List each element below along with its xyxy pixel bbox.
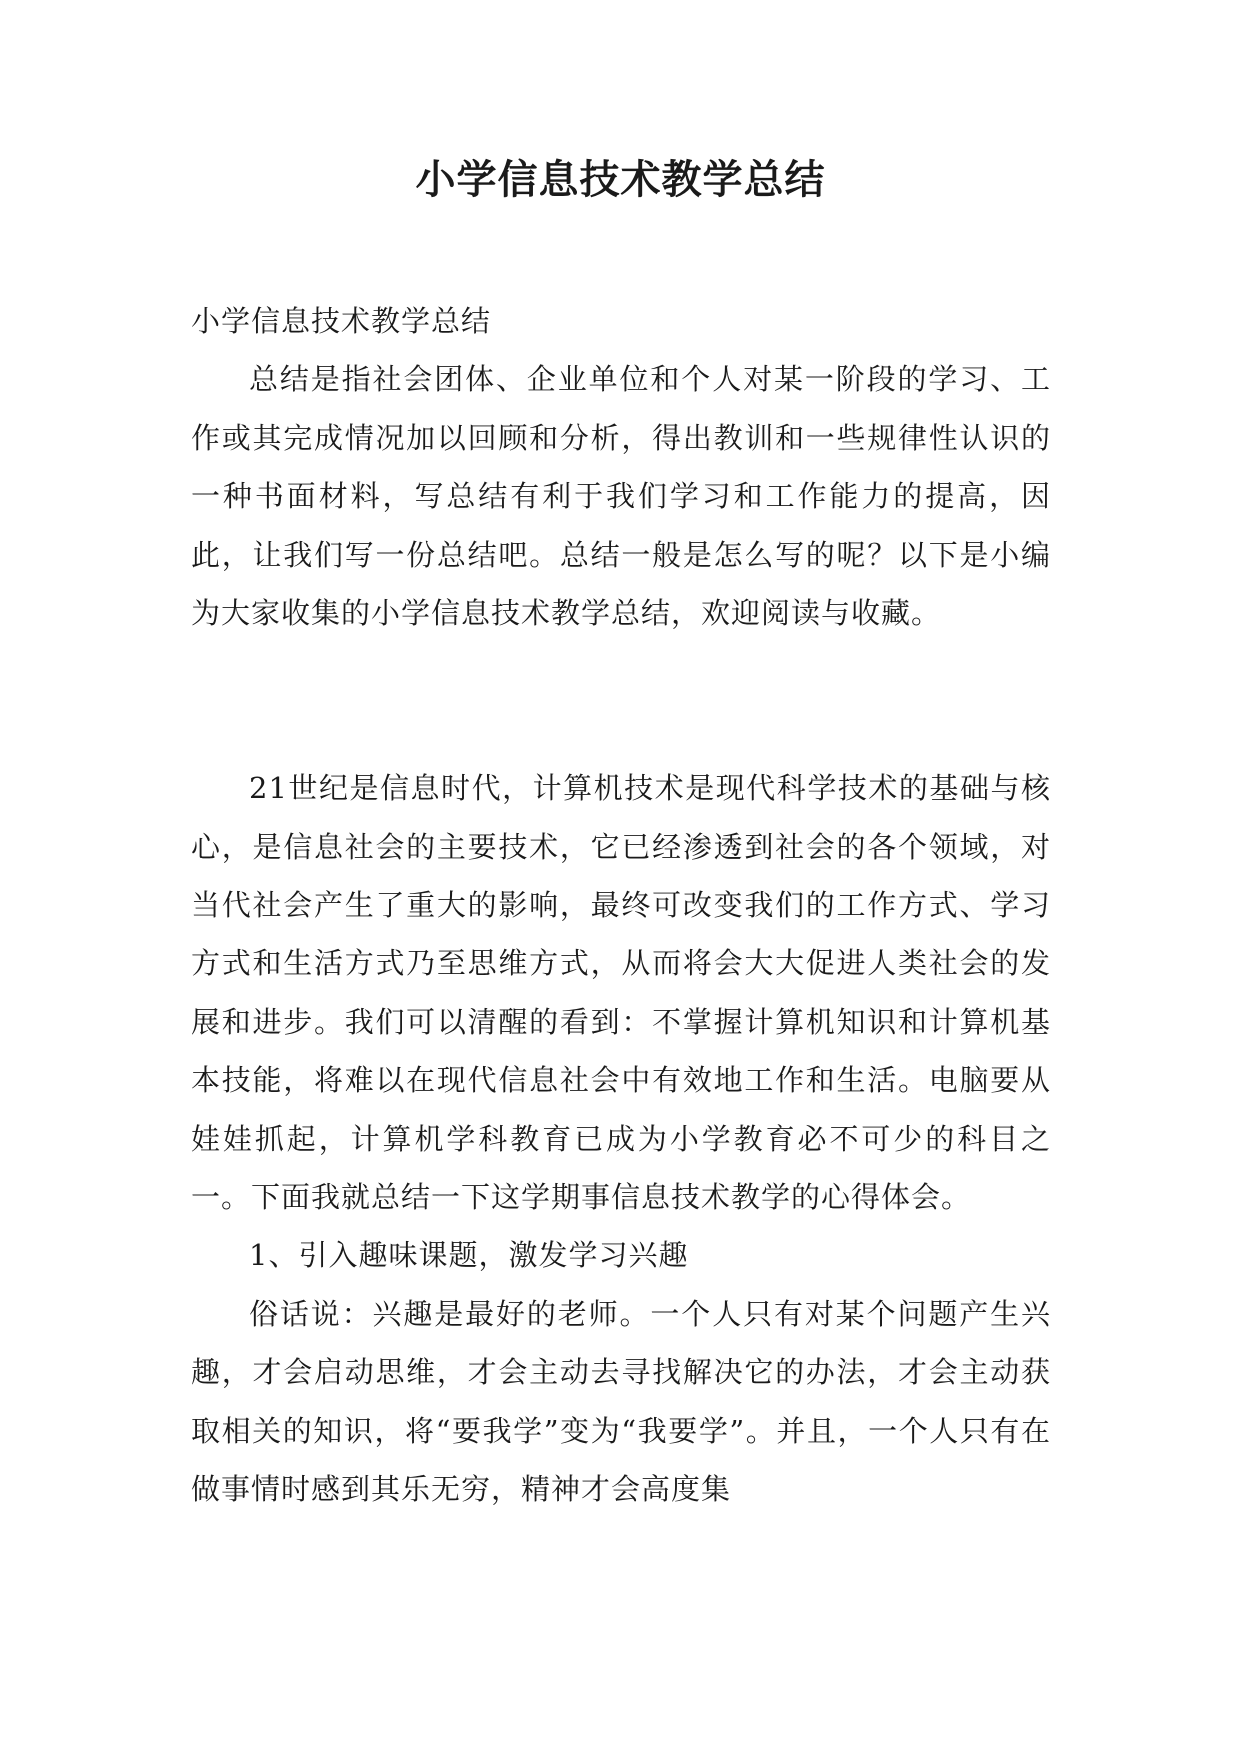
paragraph-spacer <box>191 642 1051 759</box>
document-body <box>191 292 1051 1519</box>
document-subtitle: 小学信息技术教学总结 <box>191 304 492 338</box>
body-paragraph: 俗话说：兴趣是最好的老师。一个人只有对某个问题产生兴趣，才会启动思维，才会主动去寻找解决它的办法，才会主动获取相关的知识，将“要我学”变为“我要学”。并且，一个人只有在做事情时感到其乐无穷，精神才会高度集 <box>191 1296 1051 1507</box>
page-title: 小学信息技术教学总结 <box>415 156 826 203</box>
section-heading: 1、引入趣味课题，激发学习兴趣 <box>249 1238 689 1273</box>
body-paragraph: 21世纪是信息时代，计算机技术是现代科学技术的基础与核心，是信息社会的主要技术，它已经渗透到社会的各个领域，对当代社会产生了重大的影响，最终可改变我们的工作方式、学习方式和生活方式乃至思维方式，从而将会大大促进人类社会的发展和进步。我们可以清醒的看到：不掌握计算机知识和计算机基本技能，将难以在现代信息社会中有效地工作和生活。电脑要从娃娃抓起，计算机学科教育已成为小学教育必不可少的科目之一。下面我就总结一下这学期事信息技术教学的心得体会。 <box>191 771 1051 1215</box>
intro-paragraph: 总结是指社会团体、企业单位和个人对某一阶段的学习、工作或其完成情况加以回顾和分析，得出教训和一些规律性认识的一种书面材料，写总结有利于我们学习和工作能力的提高，因此，让我们写一份总结吧。总结一般是怎么写的呢？以下是小编为大家收集的小学信息技术教学总结，欢迎阅读与收藏。 <box>191 362 1051 631</box>
